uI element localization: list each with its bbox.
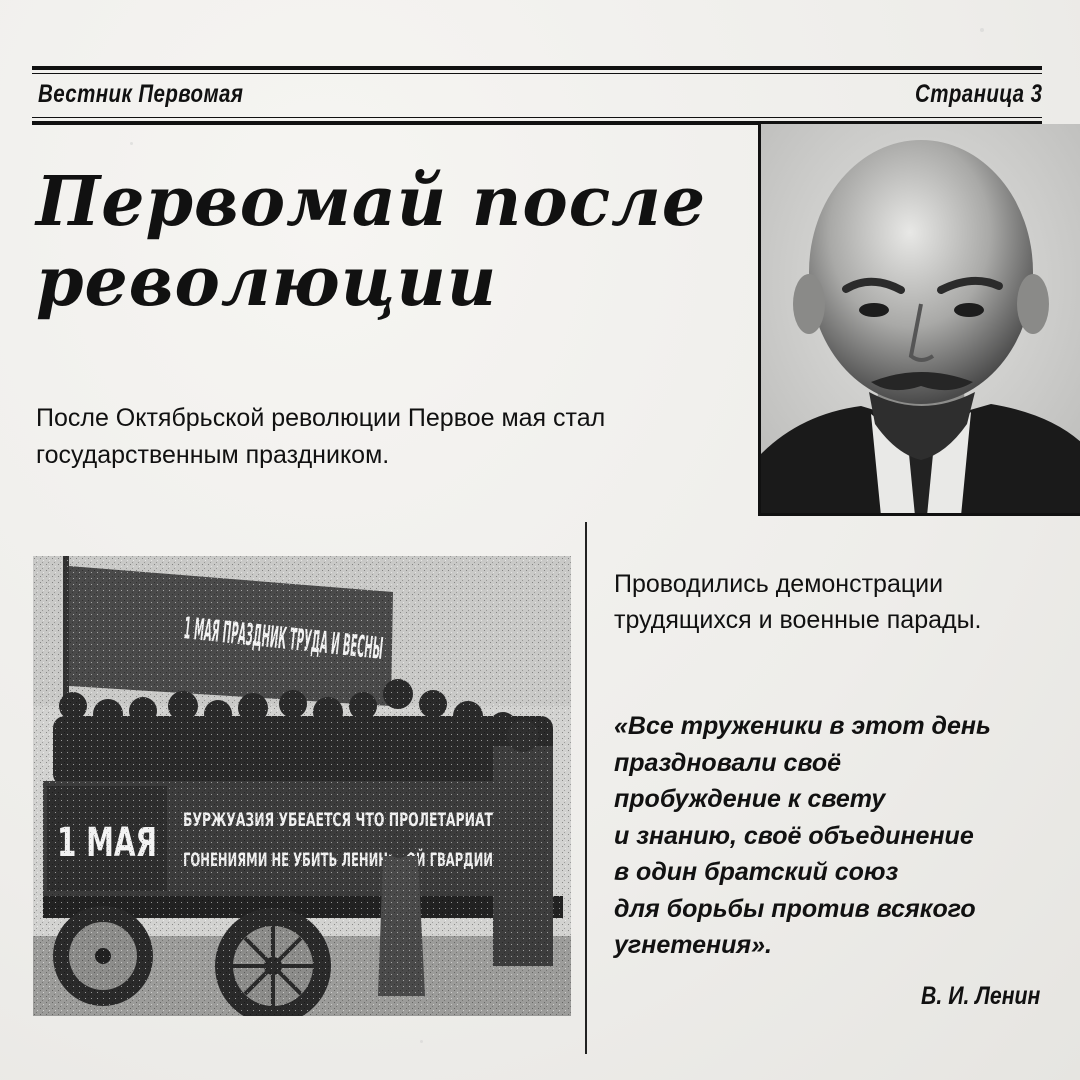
column-divider [585, 522, 587, 1054]
lenin-quote: «Все труженики в этот день праздновали своё пробуждение к свету и знанию, своё объединение в один братский союз для борьбы против всякого угнетения». [614, 712, 991, 959]
portrait-illustration [761, 124, 1080, 516]
paper-speck [130, 142, 133, 145]
quote-attribution: В. И. Ленин [920, 982, 1040, 1010]
demonstration-illustration [33, 556, 571, 1016]
masthead-rule-top [32, 66, 1042, 70]
masthead-rule-top-thin [32, 73, 1042, 74]
article-body: Проводились демонстрации трудящихся и военные парады. [614, 570, 982, 634]
masthead-title: Вестник Первомая [38, 80, 244, 108]
paper-speck [980, 28, 984, 32]
masthead-rule-bottom-thin [32, 117, 1042, 118]
demonstration-photo [33, 556, 571, 1016]
paper-speck [420, 1040, 423, 1043]
article-lead: После Октябрьской революции Первое мая стал государственным праздником. [36, 404, 606, 469]
portrait-photo [758, 124, 1080, 516]
article-headline: Первомай после революции [36, 162, 707, 322]
page-number: Страница 3 [914, 80, 1042, 108]
